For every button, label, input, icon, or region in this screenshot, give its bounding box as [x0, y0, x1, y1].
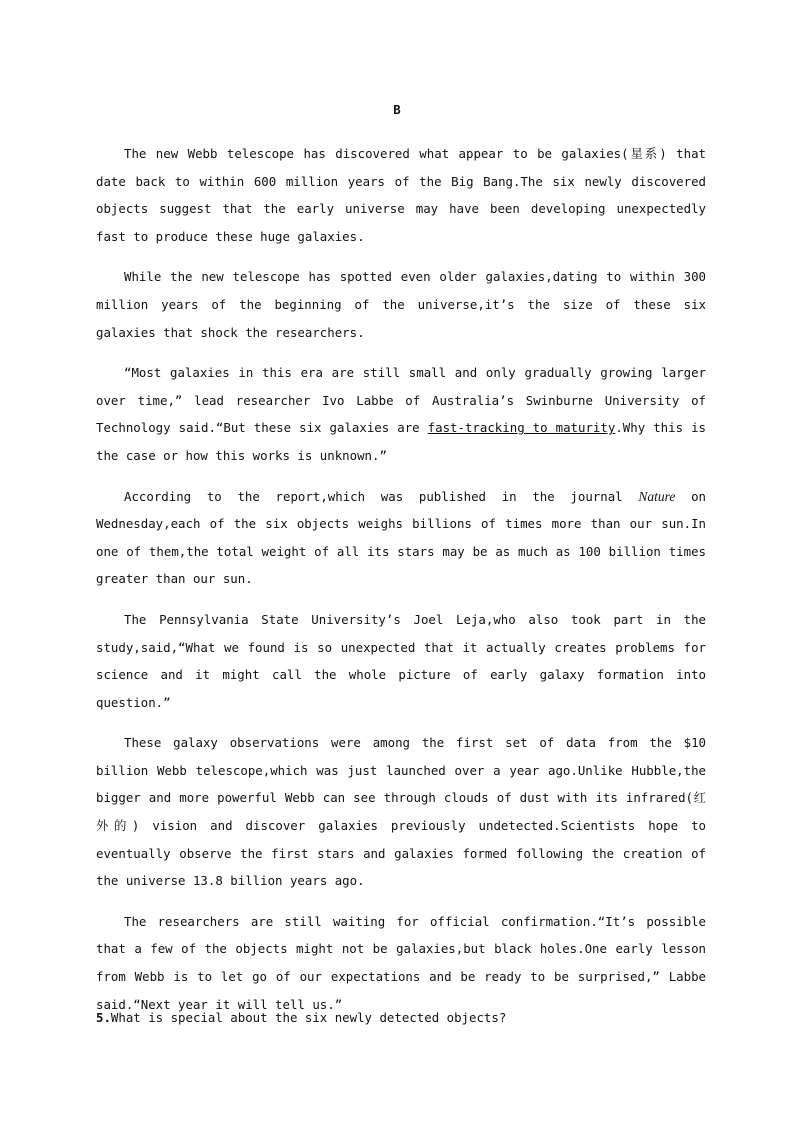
- article-body: [96, 140, 706, 1031]
- underlined-phrase: fast-tracking to maturity: [427, 420, 616, 436]
- paragraph-1: The new Webb telescope has discovered what appear to be galaxies(星系) that date back to within 600 million years of the Big Bang.The six newly discovered objects suggest that the early universe may have been developing unexpectedly fast to produce these huge galaxies.: [96, 146, 706, 244]
- paragraph-5: The Pennsylvania State University’s Joel Leja,who also took part in the study,said,“What we found is so unexpected that it actually creates problems for science and it might call the whole picture of early galaxy formation into question.”: [96, 611, 706, 710]
- paragraph-4: [96, 483, 706, 593]
- question-text: What is special about the six newly detected objects?: [110, 1010, 507, 1025]
- paragraph-4-after: on Wednesday,each of the six objects weighs billions of times more than our sun.In one of them,the total weight of all its stars may be as much as 100 billion times greater than our sun.: [96, 488, 706, 587]
- journal-name: Nature: [638, 488, 676, 504]
- paragraph-3-before: “Most galaxies in this era are still small and only gradually growing larger over time,” lead researcher Ivo Labbe of Australia’s Swinburne University of Technology said.“But these six galaxies are: [96, 365, 706, 436]
- section-label: B: [393, 102, 401, 117]
- paragraph-6: These galaxy observations were among the first set of data from the $10 billion Webb telescope,which was just launched over a year ago.Unlike Hubble,the bigger and more powerful Webb can see through clouds of dust with its infrared(红外的) vision and discover galaxies previously undetected.Scientists hope to eventually observe the first stars and galaxies formed following the creation of the universe 13.8 billion years ago.: [96, 735, 706, 889]
- question-number: 5.: [96, 1010, 111, 1025]
- paragraph-3-after: .Why this is the case or how this works is unknown.”: [96, 420, 706, 463]
- paragraph-2: While the new telescope has spotted even older galaxies,dating to within 300 million years of the beginning of the universe,it’s the size of these six galaxies that shock the researchers.: [96, 269, 706, 340]
- question-5: [96, 1006, 506, 1030]
- paragraph-4-before: According to the report,which was published in the journal: [124, 488, 639, 504]
- paragraph-7: The researchers are still waiting for official confirmation.“It’s possible that a few of the objects might not be galaxies,but black holes.One early lesson from Webb is to let go of our expectations and be ready to be surprised,” Labbe said.“Next year it will tell us.”: [96, 913, 706, 1012]
- paragraph-3: [96, 359, 706, 469]
